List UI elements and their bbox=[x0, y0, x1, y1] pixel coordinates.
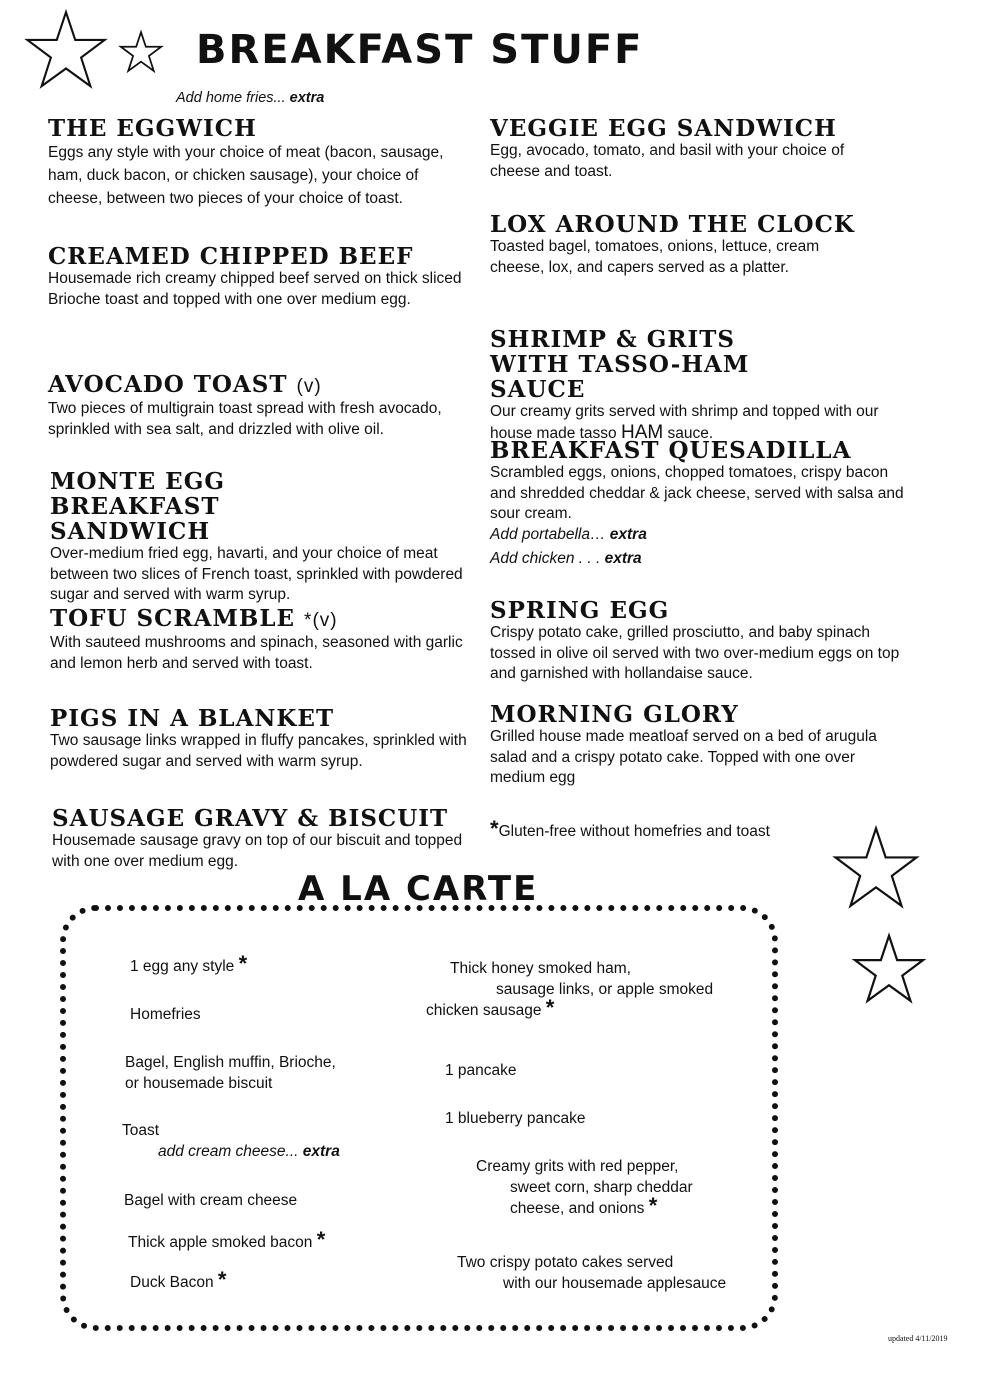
list-item: 1 blueberry pancake bbox=[445, 1110, 586, 1127]
gluten-free-note: *Gluten-free without homefries and toast bbox=[490, 816, 770, 841]
item-desc: Our creamy grits served with shrimp and topped with our house made tasso HAM sauce. bbox=[490, 403, 879, 443]
list-item: 1 egg any style * bbox=[130, 951, 248, 976]
list-item: Two crispy potato cakes served with our housemade applesauce bbox=[457, 1254, 727, 1292]
item-name: MORNING GLORY bbox=[490, 701, 739, 728]
list-item: Duck Bacon * bbox=[130, 1267, 227, 1292]
page-title: BREAKFAST STUFF bbox=[196, 27, 644, 73]
list-item: Thick apple smoked bacon * bbox=[128, 1227, 326, 1252]
item-desc: Crispy potato cake, grilled prosciutto, and baby spinach tossed in olive oil served with two over-medium eggs on top and garnished with hollandaise sauce. bbox=[490, 624, 900, 682]
list-item: Bagel, English muffin, Brioche, or housemade biscuit bbox=[125, 1054, 336, 1092]
item-name: PIGS IN A BLANKET bbox=[50, 705, 335, 732]
item-name: SPRING EGG bbox=[490, 597, 670, 624]
star-icon bbox=[22, 8, 110, 92]
menu-item bbox=[48, 116, 468, 210]
item-desc: With sauteed mushrooms and spinach, seasoned with garlic and lemon herb and served with toast. bbox=[50, 634, 463, 672]
item-name: THE EGGWICH bbox=[48, 115, 257, 142]
star-icon bbox=[118, 30, 164, 74]
list-item: 1 pancake bbox=[445, 1062, 517, 1079]
menu-item bbox=[490, 438, 920, 570]
list-item: Thick honey smoked ham, sausage links, or apple smoked chicken sausage * bbox=[426, 960, 714, 1020]
list-item: Homefries bbox=[130, 1006, 201, 1023]
menu-item bbox=[50, 469, 470, 606]
menu-item bbox=[48, 244, 468, 310]
item-name: BREAKFAST QUESADILLA bbox=[490, 437, 852, 464]
item-desc: Egg, avocado, tomato, and basil with your choice of cheese and toast. bbox=[490, 142, 845, 180]
item-name: LOX AROUND THE CLOCK bbox=[490, 211, 855, 238]
menu-item bbox=[490, 702, 920, 789]
item-desc: Grilled house made meatloaf served on a bed of arugula salad and a crispy potato cake. Topped with one over medium egg bbox=[490, 728, 877, 786]
item-desc: Housemade sausage gravy on top of our biscuit and topped with one over medium egg. bbox=[52, 832, 463, 870]
menu-item bbox=[48, 372, 468, 440]
item-desc: Eggs any style with your choice of meat (bacon, sausage, ham, duck bacon, or chicken sausage), your choice of cheese, between two pieces of your choice of toast. bbox=[48, 144, 444, 207]
item-name: TOFU SCRAMBLE *(v) bbox=[50, 605, 338, 632]
item-desc: Housemade rich creamy chipped beef served on thick sliced Brioche toast and topped with one over medium egg. bbox=[48, 270, 462, 308]
item-desc: Toasted bagel, tomatoes, onions, lettuce, cream cheese, lox, and capers served as a platter. bbox=[490, 238, 820, 276]
item-name: CREAMED CHIPPED BEEF bbox=[48, 243, 414, 270]
menu-item bbox=[50, 606, 470, 674]
add-chicken: Add chicken . . . extra bbox=[490, 550, 642, 567]
add-portabella: Add portabella… extra bbox=[490, 525, 647, 543]
item-name: VEGGIE EGG SANDWICH bbox=[490, 115, 837, 142]
item-name: SHRIMP & GRITS WITH TASSO-HAM SAUCE bbox=[490, 326, 750, 403]
item-desc: Over-medium fried egg, havarti, and your choice of meat between two slices of French toast, sprinkled with powdered sugar and served with warm syrup. bbox=[50, 545, 463, 603]
list-item: Toast add cream cheese... extra bbox=[122, 1122, 340, 1160]
menu-item bbox=[490, 327, 920, 444]
star-icon bbox=[852, 932, 926, 1006]
item-name: MONTE EGG BREAKFAST SANDWICH bbox=[50, 468, 225, 545]
item-desc: Scrambled eggs, onions, chopped tomatoes, crispy bacon and shredded cheddar & jack cheese, served with salsa and sour cream. bbox=[490, 464, 904, 522]
menu-item bbox=[52, 806, 472, 872]
menu-item bbox=[50, 706, 470, 772]
menu-item bbox=[490, 116, 890, 182]
item-desc: Two sausage links wrapped in fluffy pancakes, sprinkled with powdered sugar and served with warm syrup. bbox=[50, 732, 467, 770]
updated-date: updated 4/11/2019 bbox=[888, 1334, 948, 1343]
item-desc: Two pieces of multigrain toast spread with fresh avocado, sprinkled with sea salt, and drizzled with olive oil. bbox=[48, 400, 442, 438]
star-icon bbox=[832, 822, 920, 914]
menu-item bbox=[490, 598, 920, 685]
item-name: SAUSAGE GRAVY & BISCUIT bbox=[52, 805, 449, 832]
list-item: Creamy grits with red pepper, sweet corn, sharp cheddar cheese, and onions * bbox=[476, 1158, 693, 1218]
menu-item bbox=[490, 212, 890, 278]
a-la-carte-title: A LA CARTE bbox=[298, 869, 539, 909]
list-item: Bagel with cream cheese bbox=[124, 1192, 298, 1209]
home-fries-note: Add home fries... extra bbox=[176, 90, 325, 106]
item-name: AVOCADO TOAST (v) bbox=[48, 371, 322, 398]
